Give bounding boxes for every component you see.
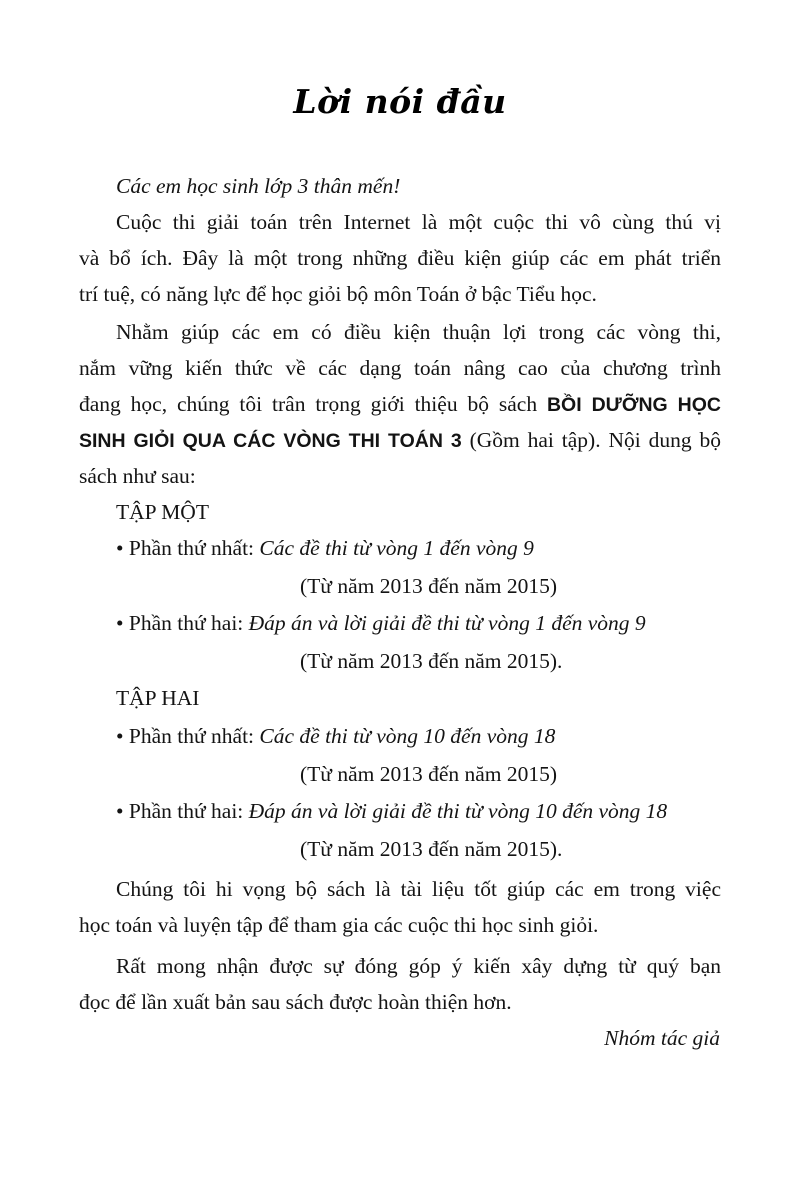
vol2-item1-range: (Từ năm 2013 đến năm 2015) <box>300 762 558 786</box>
vol1-item2-content: Đáp án và lời giải đề thi từ vòng 1 đến vòng 9 <box>248 611 646 635</box>
vol2-heading: TẬP HAI <box>116 686 200 710</box>
para1-line3: trí tuệ, có năng lực để học giỏi bộ môn Toán ở bậc Tiểu học. <box>79 282 597 306</box>
vol1-item1 <box>116 534 758 562</box>
para4-line1: Rất mong nhận được sự đóng góp ý kiến xây dựng từ quý bạn <box>116 954 721 978</box>
page-title: Lời nói đầu <box>293 82 507 121</box>
greeting: Các em học sinh lớp 3 thân mến! <box>116 174 401 198</box>
para3-line1: Chúng tôi hi vọng bộ sách là tài liệu tốt giúp các em trong việc <box>116 877 721 901</box>
bullet-icon: • <box>116 799 124 823</box>
para2-line2: nắm vững kiến thức về các dạng toán nâng cao của chương trình <box>79 356 721 380</box>
signature: Nhóm tác giả <box>604 1026 720 1050</box>
bullet-icon: • <box>116 724 124 748</box>
para1-line2: và bổ ích. Đây là một trong những điều kiện giúp các em phát triển <box>79 246 721 270</box>
vol2-item1 <box>116 722 758 750</box>
vol2-item2-content: Đáp án và lời giải đề thi từ vòng 10 đến vòng 18 <box>248 799 668 823</box>
vol2-item2 <box>116 797 758 825</box>
para4-line2: đọc để lần xuất bản sau sách được hoàn thiện hơn. <box>79 990 512 1014</box>
vol2-item2-range: (Từ năm 2013 đến năm 2015). <box>300 837 563 861</box>
para2-line3 <box>79 390 721 419</box>
vol1-heading: TẬP MỘT <box>116 500 209 524</box>
para2-line3-text: đang học, chúng tôi trân trọng giới thiệu bộ sách <box>79 392 547 416</box>
vol1-item2 <box>116 609 758 637</box>
vol2-item1-content: Các đề thi từ vòng 10 đến vòng 18 <box>259 724 556 748</box>
vol1-item1-content: Các đề thi từ vòng 1 đến vòng 9 <box>259 536 534 560</box>
para2-line4 <box>79 426 721 455</box>
book-title-part2: SINH GIỎI QUA CÁC VÒNG THI TOÁN 3 <box>79 430 462 452</box>
para3-line2: học toán và luyện tập để tham gia các cuộc thi học sinh giỏi. <box>79 913 599 937</box>
vol1-item1-label: Phần thứ nhất: <box>128 536 260 560</box>
para1-line1: Cuộc thi giải toán trên Internet là một cuộc thi vô cùng thú vị <box>116 210 721 234</box>
bullet-icon: • <box>116 611 124 635</box>
para2-line4-text: (Gồm hai tập). Nội dung bộ <box>461 428 721 452</box>
book-title-part1: BỒI DƯỠNG HỌC <box>546 394 721 416</box>
vol1-item2-label: Phần thứ hai: <box>128 611 249 635</box>
vol2-item1-label: Phần thứ nhất: <box>128 724 260 748</box>
para2-line5: sách như sau: <box>79 464 196 488</box>
bullet-icon: • <box>116 536 124 560</box>
para2-line1: Nhằm giúp các em có điều kiện thuận lợi trong các vòng thi, <box>116 320 721 344</box>
vol1-item1-range: (Từ năm 2013 đến năm 2015) <box>300 574 558 598</box>
vol1-item2-range: (Từ năm 2013 đến năm 2015). <box>300 649 563 673</box>
vol2-item2-label: Phần thứ hai: <box>128 799 249 823</box>
